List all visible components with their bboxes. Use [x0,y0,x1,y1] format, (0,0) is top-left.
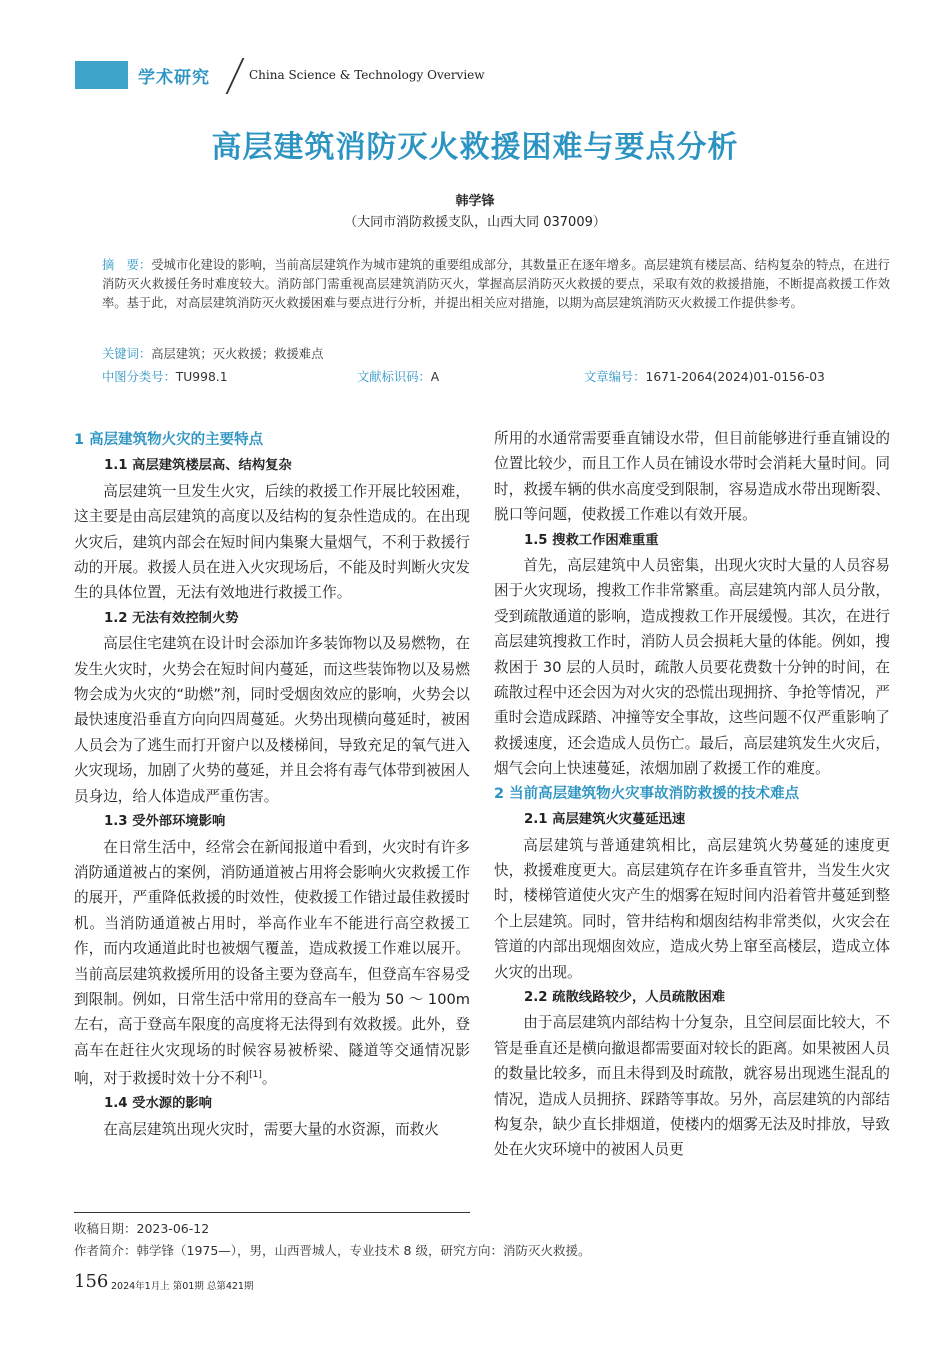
paragraph: 所用的水通常需要垂直铺设水带，但目前能够进行垂直铺设的位置比较少，而且工作人员在铺设水带时会消耗大量时间。同时，救援车辆的供水高度受到限制，容易造成水带出现断裂、脱口等问题，使救援工作难以有效开展。 [494,430,890,524]
subsection-heading: 1.4 受水源的影响 [104,1096,212,1112]
paragraph: 高层住宅建筑在设计时会添加许多装饰物以及易燃物，在发生火灾时，火势会在短时间内蔓延，而这些装饰物以及易燃物会成为火灾的“助燃”剂，同时受烟囱效应的影响，火势会以最快速度沿垂直方向向四周蔓延。火势出现横向蔓延时，被困人员会为了逃生而打开窗户以及楼梯间，导致充足的氧气进入火灾现场，加剧了火势的蔓延，并且会将有毒气体带到被困人员身边，给人体造成严重伤害。 [74,635,470,805]
header-divider [226,58,245,94]
section-heading: 1 高层建筑物火灾的主要特点 [74,432,264,448]
author-name: 韩学锋 [455,194,495,209]
keywords-label: 关键词： [102,347,152,361]
clc-value: TU998.1 [175,370,228,384]
article-no-label: 文章编号： [584,370,646,384]
keywords-text: 高层建筑；灭火救援；救援难点 [151,347,324,361]
received-date: 收稿日期：2023-06-12 [74,1221,210,1236]
clc-number [102,367,228,385]
author-bio: 作者简介：韩学锋（1975—），男，山西晋城人，专业技术 8 级，研究方向：消防灭火救援。 [74,1243,591,1258]
issue-info: 2024年1月上 第01期 总第421期 [111,1281,254,1292]
section-category: 学术研究 [138,68,210,88]
abstract-label: 摘 要： [102,258,152,272]
journal-name: China Science & Technology Overview [249,68,485,82]
section-heading: 2 当前高层建筑物火灾事故消防救援的技术难点 [494,785,800,802]
author-affiliation: （大同市消防救援支队，山西大同 037009） [344,215,606,230]
paragraph: 高层建筑一旦发生火灾，后续的救援工作开展比较困难，这主要是由高层建筑的高度以及结构的复杂性造成的。在出现火灾后，建筑内部会在短时间内集聚大量烟气，不利于救援行动的开展。救援人员在进入火灾现场后，不能及时判断火灾发生的具体位置，无法有效地进行救援工作。 [74,482,470,602]
document-code [357,367,439,385]
paragraph: 高层建筑与普通建筑相比，高层建筑火势蔓延的速度更快，救援难度更大。高层建筑存在许多垂直管井，当发生火灾时，楼梯管道使火灾产生的烟雾在短时间内沿着管井蔓延到整个上层建筑。同时，管井结构和烟囱结构非常类似，火灾会在管道的内部出现烟囱效应，造成火势上窜至高楼层，造成立体火灾的出现。 [494,836,890,981]
page-number: 156 [74,1271,109,1292]
keywords [102,344,323,362]
right-column [494,426,890,1163]
left-column [74,428,470,1142]
paragraph [74,835,470,1092]
subsection-heading: 1.5 搜救工作困难重重 [524,532,659,548]
citation-ref[interactable]: [1] [249,1070,262,1081]
subsection-heading: 2.1 高层建筑火灾蔓延迅速 [524,812,686,828]
paragraph-end: 。 [261,1070,277,1088]
article-number [584,367,825,385]
footnote-divider [74,1212,470,1213]
clc-label: 中图分类号： [102,370,176,384]
abstract-text: 受城市化建设的影响，当前高层建筑作为城市建筑的重要组成部分，其数量正在逐年增多。高层建筑有楼层高、结构复杂的特点，在进行消防灭火救援任务时难度较大。消防部门需重视高层建筑消防灭火，掌握高层消防灭火救援的要点，采取有效的救援措施，不断提高救援工作效率。基于此，对高层建筑消防灭火救援困难与要点进行分析，并提出相关应对措施，以期为高层建筑消防灭火救援工作提供参考。 [102,258,890,310]
subsection-heading: 1.2 无法有效控制火势 [104,610,239,626]
header-color-block [75,61,128,89]
doc-code-value: A [430,370,440,384]
subsection-heading: 1.3 受外部环境影响 [104,814,226,830]
paragraph: 首先，高层建筑中人员密集，出现火灾时大量的人员容易困于火灾现场，搜救工作非常繁重。高层建筑内部人员分散，受到疏散通道的影响，造成搜救工作开展缓慢。其次，在进行高层建筑搜救工作时，消防人员会损耗大量的体能。例如，搜救困于 30 层的人员时，疏散人员要花费数十分钟的时间，在疏散过程中还会因为对火灾的恐慌出现拥挤、争抢等情况，严重时会造成踩踏、冲撞等安全事故，这些问题不仅严重影响了救援速度，还会造成人员伤亡。最后，高层建筑发生火灾后，烟气会向上快速蔓延，浓烟加剧了救援工作的难度。 [494,557,890,778]
subsection-heading: 1.1 高层建筑楼层高、结构复杂 [104,458,292,474]
article-no-value: 1671-2064(2024)01-0156-03 [645,370,825,384]
article-title: 高层建筑消防灭火救援困难与要点分析 [211,130,739,165]
paragraph: 由于高层建筑内部结构十分复杂，且空间层面比较大，不管是垂直还是横向撤退都需要面对较长的距离。如果被困人员的数量比较多，而且未得到及时疏散，就容易出现逃生混乱的情况，造成人员拥挤、踩踏等事故。另外，高层建筑的内部结构复杂，缺少直长排烟道，使楼内的烟雾无法及时排放，导致处在火灾环境中的被困人员更 [494,1014,890,1159]
paragraph: 在高层建筑出现火灾时，需要大量的水资源，而救火 [103,1120,439,1138]
abstract [102,256,890,313]
doc-code-label: 文献标识码： [357,370,431,384]
paragraph-text: 在日常生活中，经常会在新闻报道中看到，火灾时有许多消防通道被占的案例，消防通道被占用将会影响火灾救援工作的展开，严重降低救援的时效性，使救援工作错过最佳救援时机。当消防通道被占用时，举高作业车不能进行高空救援工作，而内攻通道此时也被烟气覆盖，造成救援工作难以展开。当前高层建筑救援所用的设备主要为登高车，但登高车容易受到限制。例如，日常生活中常用的登高车一般为 50 ～ 100m 左右，高于登高车限度的高度将无法得到有效救援。此外，登高车在赶往火灾现场的时候容易被桥梁、隧道等交通情况影响，对于救援时效十分不利 [74,838,470,1088]
subsection-heading: 2.2 疏散线路较少，人员疏散困难 [524,989,726,1005]
